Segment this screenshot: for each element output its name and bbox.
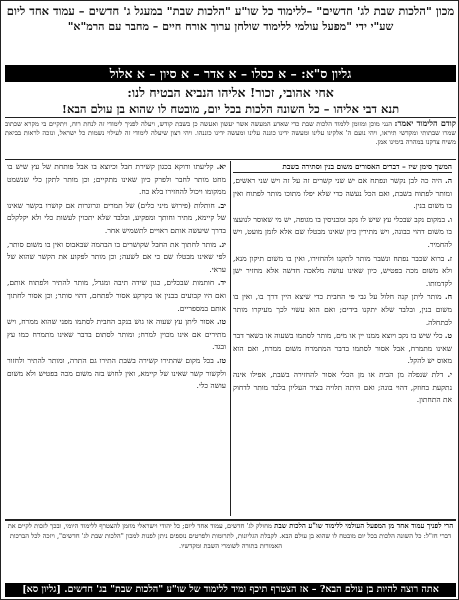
paragraph-number: ח. [445, 292, 452, 302]
intro-lead: קודם הלימוד יאמר: [394, 119, 456, 128]
masthead [5, 4, 456, 64]
paragraph [233, 291, 452, 329]
paragraph-text: חותמות שבכלים, כגון שידה תיבה ומגדל, מותר להתיר ולפתוח אותם, ואם היו קבועים בבנין או בקרקע אסור לפתחם, דהוי סותר; וכן אסור לחתוך אותם במספריים. [7, 278, 226, 313]
paragraph [7, 355, 226, 393]
slogan [5, 85, 456, 118]
intro-prayer [5, 119, 456, 160]
paragraph-number: יד. [217, 278, 226, 288]
paragraph [7, 239, 226, 277]
paragraph-text: דלת שנפלה מן הבית או מן הכלי אסור להחזירה בשבת, אפילו אינה נתקעת בחוזק, דהוי בונה; ואם היתה תלויה בציר העליון בלבד מותר לדחוק את התחתון. [233, 369, 452, 405]
paragraph [7, 200, 226, 238]
paragraph [7, 161, 226, 199]
paragraph-number: ו. [447, 214, 452, 224]
intro-text: הנני מוכן ומזומן ללמוד הלכות שבת כדי שאדע המעשה אשר יעשון ואעשה כן בשבת קודש, ויעלה לפניך לימודי זה לנחת רוח, ויתקיים בי מקרא שכתוב שמרו שבתותי ומקדשי תיראו, ויהי נועם ה' אלקינו עלינו ומעשה ידינו כוננה עלינו ומעשה ידינו כוננהו. ויהי רצון שיעלה לימודי זה לעילוי נשמות כל ישראל, ונזכה לראות בביאת משיח צדקנו במהרה בימינו אמן. [5, 120, 456, 146]
paragraph [233, 214, 452, 252]
paragraph-number: י. [447, 369, 452, 379]
paragraph-number: יא. [216, 162, 226, 171]
paragraph-text: במקום נקב שבכלי עץ שיש לו נקב ומכניסין בו מגופה, יש מי שאוסר לנועצו בו משום דהוי כבונה, ויש מתירין כיון שאינו מבטלו שם אלא לזמן מועט, ויש להחמיר. [233, 214, 452, 249]
paragraph [233, 330, 452, 368]
paragraph-text: מותר לחתוך את החבל שקושרים בו הבהמה שבאבוס ואין בו משום סותר, לפי שאינו מבטלו שם כי אם לשעה; וכן מותר לפקוע את הקשר שהוא של עראי. [7, 239, 226, 274]
masthead-line-2: שע"י ידי "מפעל עולמי ללימוד שולחן ערוך אורח חיים – מחבר עם הרמ"א" [67, 20, 394, 33]
paragraph-text: היה כה לבן נקשר ונפתח אם יש שני קשרים זה על זה ויש שני ראשים, ומותר לפתוח בשבת, ואם הכל נעשה כדי שלא יפלו מתוכו מותר לפתוח ואין בו משום בנין. [233, 176, 452, 211]
paragraph-number: יג. [218, 239, 226, 249]
paragraph-number: טו. [217, 317, 226, 327]
paragraph [233, 253, 452, 291]
paragraph-number: טז. [216, 355, 226, 365]
paragraph [233, 369, 452, 407]
paragraph-text: קליעתו ודוקא בכגון קשירת חבל וכיוצא בו אבל פותחת של עץ שיש בו מחט מותר לחבר ולפרק כיון שאינו מתקיים; וכן מותר לתקן כלי שנשמט ממקומו ויכול להחזירו בלא כח. [7, 162, 226, 197]
paragraph [7, 277, 226, 315]
paragraph-text: ברוא שכבר נפתח ונשבר מותר לתקנו ולהחזירו, ואין בו משום תיקון מנא, ולא משום מכה בפטיש, כיון שאינו עושה מלאכה חדשה אלא מחזיר ישן לקדמותו. [233, 253, 452, 288]
section-heading: המשך סימן שיז – דברים האסורים משום בנין וסתירה בשבת [233, 161, 452, 173]
slogan-line-2: תנא דבי אליהו – כל השונה הלכות בכל יום, מובטח לו שהוא בן עולם הבא! [61, 102, 400, 116]
paragraph-text: אסור ליתן עץ שעוה או גוש בנקב החבית לסתמו מפני שהוא ממרח, ויש מתירים אם אינו מכוין למרח; ומותר לסתום בדבר שאינו מתמרח כמו עץ ובגד. [7, 317, 226, 352]
paragraph-number: ז. [447, 253, 452, 263]
paragraph-number: ה. [445, 176, 452, 185]
paragraph-number: יב. [217, 200, 226, 210]
footer-note [5, 519, 456, 583]
masthead-line-1: מכון "הלכות שבת לג' חדשים" –ללימוד כל שו"ע "הלכות שבת" במעגל ג' חדשים – עמוד אחד ליום [6, 4, 455, 18]
right-column [233, 161, 452, 516]
column-divider [230, 161, 231, 516]
paragraph-text: בכל מקום שהתירו קשירה בשבת התירו גם התרה, ומותר להתיר ולחזור ולקשור קשר שאינו של קיימא, ואין לחוש בזה משום מכה בפטיש ולא משום עושה כלי. [7, 355, 226, 391]
paragraph [233, 175, 452, 213]
issue-dates-banner: גליון ס"א: – א כסלו – א אדר – א סיון – א אלול [5, 65, 456, 82]
bottom-banner: אתה רוצה להיות בן עולם הבא? – אז הצטרף תיכף ומיד ללימוד של שו"ע "הלכות שבת" בג' חדשים. [גליון סא] [5, 583, 456, 597]
paragraph-text: חותלות (פירוש מיני כלים) של תמרים וגרוגרות אם קושרו בקשר שאינו של קיימא, מתיר וחותך ומפקיע, ובלבד שלא יתכוין לעשות כלי ולא יקלקלם בדרך שיעשה אותם ראויים לתשמיש אחר. [7, 200, 226, 235]
left-column [7, 161, 226, 516]
paragraph-text: מותר ליתן קנה חלול על גבי פי החבית כדי שיצא היין דרך בו, ואין בו משום בנין, ובלבד שלא יתקנו בידים; ואם הוא עשוי לכך מעיקרו מותר לכתחלה. [233, 292, 452, 327]
paragraph-number: ט. [444, 331, 452, 341]
paragraph-text: כלי שיש בו נקב ויוצא ממנו יין או מים, מותר לסתמו בשעוה או בשאר דבר שאינו מתמרח, אבל אסור לסתמו בדבר המתמרח משום ממרח, ואם הוא מאוס יש להקל. [233, 331, 452, 366]
footer-lead: הרי לפניך עמוד אחד מן המפעל העולמי ללימוד שו"ע הלכות שבת [274, 521, 454, 530]
slogan-line-1: אחי אהובי, זכור! אליהו הנביא הבטיח לנו: [127, 85, 334, 100]
paragraph [7, 316, 226, 354]
footer-text: מחולק לג' חדשים, עמוד אחד ליום; כל יהודי וישראלי מוזמן להצטרף ללימוד היומי, ובכך לזכות לקיים את דברי חז"ל: כל השונה הלכות בכל יום מובטח לו שהוא בן עולם הבא. לקבלת הגליונות, לתרומות ולפרטים נוספים ניתן לפנות למכון "הלכות שבת לג' חדשים", ויזכה לכל הברכות האמורות בתורה לשומרי השבת ומקדשיו. [7, 522, 452, 550]
